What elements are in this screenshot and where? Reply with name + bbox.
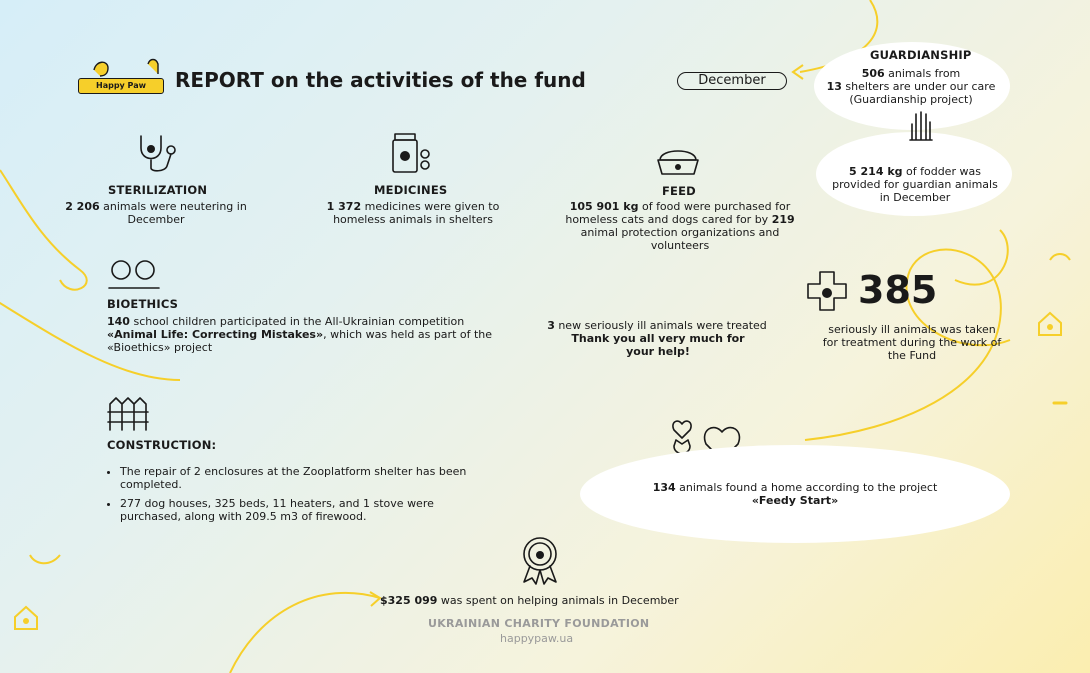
ill-text: 3 new seriously ill animals were treated xyxy=(547,319,767,332)
feed-text: 105 901 kg of food were purchased for homeless cats and dogs cared for by 219 animal protection organizations and volunteers xyxy=(565,200,795,252)
page-title: REPORT on the activities of the fund xyxy=(175,68,586,92)
medicine-jar-icon xyxy=(390,132,434,176)
spent-text: $325 099 was spent on helping animals in December xyxy=(380,594,679,607)
decorative-house-icon xyxy=(12,604,40,632)
construction-item: • 277 dog houses, 325 beds, 11 heaters, and 1 stove were purchased, along with 209.5 m3 of firewood. xyxy=(120,497,470,523)
shelter-fence-icon xyxy=(106,390,150,432)
stethoscope-paw-icon xyxy=(137,132,179,174)
bioethics-text: 140 school children participated in the All-Ukrainian competition «Animal Life: Correcting Mistakes», which was held as part of the «Bioethics» project xyxy=(107,315,493,354)
medicines-text: 1 372 medicines were given to homeless animals in shelters xyxy=(326,200,500,226)
home-text: 134 animals found a home according to the project «Feedy Start» xyxy=(652,481,938,507)
logo xyxy=(76,56,166,96)
hand-icon xyxy=(906,110,934,144)
children-icon xyxy=(107,256,163,292)
feed-title: FEED xyxy=(662,184,696,198)
decorative-house-icon xyxy=(1036,310,1064,338)
month-badge: December xyxy=(677,72,787,90)
logo-badge: Happy Paw xyxy=(78,78,164,94)
ill-desc: seriously ill animals was taken for treatment during the work of the Fund xyxy=(822,323,1002,362)
medicines-title: MEDICINES xyxy=(374,183,448,197)
bioethics-title: BIOETHICS xyxy=(107,297,179,311)
food-bowl-icon xyxy=(656,142,702,178)
construction-title: CONSTRUCTION: xyxy=(107,438,217,452)
medical-cross-paw-icon xyxy=(806,270,848,312)
sterilization-title: STERILIZATION xyxy=(108,183,208,197)
thanks-text: Thank you all very much for your help! xyxy=(571,332,745,358)
fodder-text: 5 214 kg of fodder was provided for guardian animals in December xyxy=(832,165,998,204)
guardianship-title: GUARDIANSHIP xyxy=(870,48,972,62)
award-paw-icon xyxy=(518,536,562,586)
decorative-bone-icon xyxy=(1050,396,1070,410)
footer-site[interactable]: happypaw.ua xyxy=(500,632,574,645)
guardianship-text: 506 animals from 13 shelters are under our care (Guardianship project) xyxy=(826,67,996,106)
big-number: 385 xyxy=(858,268,938,312)
sterilization-text: 2 206 animals were neutering in December xyxy=(65,200,247,226)
construction-item: • The repair of 2 enclosures at the Zooplatform shelter has been completed. xyxy=(120,465,470,491)
construction-list xyxy=(106,465,470,529)
footer-org: UKRAINIAN CHARITY FOUNDATION xyxy=(428,617,650,630)
